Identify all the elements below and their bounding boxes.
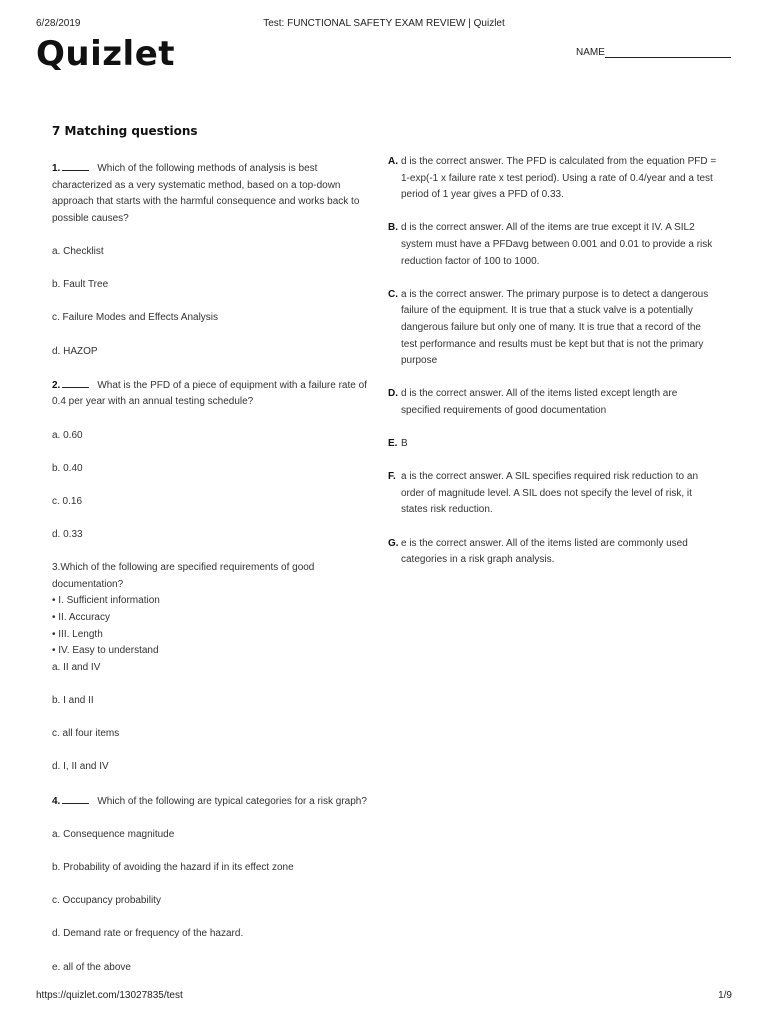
question-number: 3. <box>52 562 61 574</box>
answer-letter: B. <box>388 222 398 234</box>
question-text: What is the PFD of a piece of equipment with a failure rate of 0.4 per year with an annual testing schedule? <box>52 379 367 408</box>
answer-text: B <box>401 438 408 450</box>
option: a. II and IV <box>52 661 101 673</box>
answer-blank <box>62 377 89 388</box>
option: c. Occupancy probability <box>52 895 161 907</box>
page-number: 1/9 <box>718 990 732 1001</box>
question-3 <box>52 560 380 593</box>
name-blank-line <box>605 47 731 58</box>
option: a. Checklist <box>52 245 104 257</box>
print-header <box>36 18 732 32</box>
answer-text: d is the correct answer. All of the items listed except length are specified requirements of good documentation <box>401 388 678 416</box>
print-footer <box>36 990 732 1004</box>
question-number: 2. <box>52 379 61 391</box>
option: c. 0.16 <box>52 495 83 507</box>
answer-b <box>388 220 718 270</box>
answer-blank <box>62 793 89 804</box>
print-date: 6/28/2019 <box>36 18 81 29</box>
option: d. Demand rate or frequency of the hazard. <box>52 928 244 940</box>
bullet-item: • II. Accuracy <box>52 612 110 624</box>
answer-a <box>388 154 718 204</box>
question-text: Which of the following are typical categories for a risk graph? <box>97 795 367 807</box>
option: d. HAZOP <box>52 345 98 357</box>
answer-text: e is the correct answer. All of the items listed are commonly used categories in a risk graph analysis. <box>401 537 688 566</box>
question-text: Which of the following are specified requirements of good documentation? <box>52 562 315 590</box>
answer-f <box>388 469 718 519</box>
option: d. I, II and IV <box>52 761 109 773</box>
answer-letter: D. <box>388 388 398 400</box>
name-label: NAME <box>576 47 605 58</box>
option: b. Probability of avoiding the hazard if in its effect zone <box>52 861 294 873</box>
option: b. 0.40 <box>52 462 83 474</box>
option: c. all four items <box>52 728 120 740</box>
answer-blank <box>62 160 89 171</box>
questions-column <box>52 160 380 993</box>
section-title: 7 Matching questions <box>52 124 198 138</box>
answers-column <box>388 154 718 585</box>
answer-g <box>388 536 718 569</box>
answer-d <box>388 386 718 419</box>
question-4 <box>52 793 380 811</box>
question-2 <box>52 377 380 411</box>
option: b. I and II <box>52 695 94 706</box>
option: b. Fault Tree <box>52 279 109 291</box>
answer-text: d is the correct answer. The PFD is calculated from the equation PFD = 1-exp(-1 x failure rate x test period). Using a rate of 0.4/year and a test period of 1 year gives a PFD of 0.33. <box>401 156 717 201</box>
question-number: 4. <box>52 795 61 807</box>
answer-letter: G. <box>388 537 399 549</box>
option: a. 0.60 <box>52 429 83 441</box>
option: c. Failure Modes and Effects Analysis <box>52 312 219 324</box>
answer-letter: F. <box>388 471 396 483</box>
answer-c <box>388 287 718 370</box>
print-title: Test: FUNCTIONAL SAFETY EXAM REVIEW | Quizlet <box>263 18 505 29</box>
answer-text: d is the correct answer. All of the items are true except it IV. A SIL2 system must have a PFDavg between 0.001 and 0.01 to provide a risk reduction factor of 100 to 1000. <box>401 222 713 267</box>
answer-letter: C. <box>388 288 398 300</box>
answer-letter: A. <box>388 156 398 167</box>
answer-letter: E. <box>388 438 398 450</box>
bullet-item: • IV. Easy to understand <box>52 645 159 657</box>
question-1 <box>52 160 380 227</box>
quizlet-logo: Quizlet <box>36 34 176 74</box>
page-url-link[interactable]: https://quizlet.com/13027835/test <box>36 990 183 1001</box>
option: d. 0.33 <box>52 529 83 541</box>
bullet-item: • III. Length <box>52 628 103 640</box>
answer-text: a is the correct answer. The primary purpose is to detect a dangerous failure of the equipment. It is true that a stuck valve is a potentially dangerous failure but only one of many. It is true that a record of the test performance and results must be kept but that is not the primary purpose <box>401 288 709 367</box>
option: e. all of the above <box>52 961 131 973</box>
answer-e <box>388 436 718 453</box>
question-number: 1. <box>52 163 61 174</box>
name-field <box>576 47 731 58</box>
answer-text: a is the correct answer. A SIL specifies required risk reduction to an order of magnitude level. A SIL does not specify the level of risk, it states risk reduction. <box>401 471 699 516</box>
bullet-item: • I. Sufficient information <box>52 595 160 607</box>
question-text: Which of the following methods of analysis is best characterized as a very systematic method, based on a top-down approach that starts with the harmful consequence and works back to possible causes? <box>52 163 360 224</box>
option: a. Consequence magnitude <box>52 828 175 840</box>
